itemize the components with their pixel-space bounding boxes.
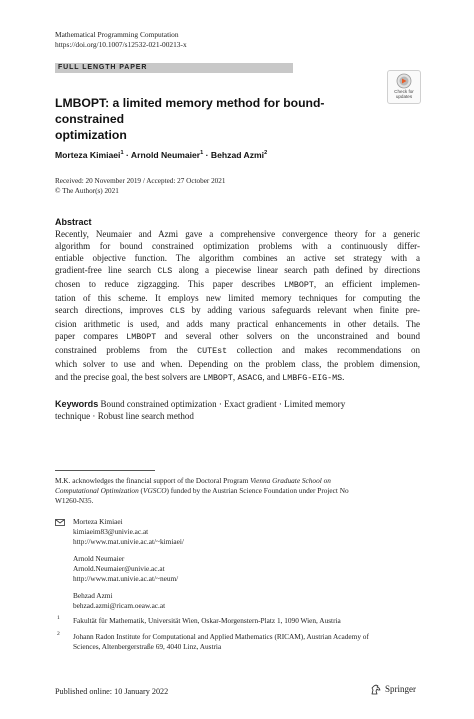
abstract-line: which solver to use and when. Depending on the problem class, the problem dimension, bbox=[55, 359, 420, 370]
code-term: ASACG bbox=[237, 373, 263, 383]
footnote-rule bbox=[55, 470, 155, 471]
check-for-updates-icon bbox=[396, 73, 412, 89]
abstract-line: gradient-free line search CLS along a piecewise linear search path defined by directions bbox=[55, 265, 420, 277]
author-affiliation-mark: 1 bbox=[120, 150, 124, 156]
abstract-line: and the precise goal, the best solvers are LMBOPT, ASACG, and LMBFG-EIG-MS. bbox=[55, 371, 345, 383]
check-for-updates-badge[interactable] bbox=[387, 70, 421, 104]
title-line-2: optimization bbox=[55, 128, 127, 142]
contact-url[interactable]: http://www.mat.univie.ac.at/~kimiaei/ bbox=[73, 537, 184, 546]
contact-email[interactable]: kimiaeim83@univie.ac.at bbox=[73, 527, 149, 536]
affiliation-2: Johann Radon Institute for Computational and Applied Mathematics (RICAM), Austrian Academy of Sciences, Altenbergerstraße 69, 4040 Linz, Austria bbox=[73, 632, 369, 651]
affiliation-number: 2 bbox=[57, 631, 60, 637]
article-type-label: FULL LENGTH PAPER bbox=[58, 64, 148, 71]
journal-name: Mathematical Programming Computation bbox=[55, 30, 179, 39]
acknowledgment-note: M.K. acknowledges the financial support of the Doctoral Program Vienna Graduate School on Computational Optimization (VGSCO) funded by the Austrian Science Foundation under Project No W1260-N35. bbox=[55, 476, 349, 505]
code-term: CUTEst bbox=[197, 347, 228, 357]
doi-link[interactable]: https://doi.org/10.1007/s12532-021-00213-x bbox=[55, 40, 187, 49]
abstract-line: algorithm for bound constrained optimization problems with a continuously differ- bbox=[55, 241, 420, 252]
contact-name: Behzad Azmi bbox=[73, 591, 113, 600]
abstract-heading: Abstract bbox=[55, 217, 92, 227]
contact-email[interactable]: behzad.azmi@ricam.oeaw.ac.at bbox=[73, 601, 166, 610]
code-term: LMBOPT bbox=[126, 333, 157, 343]
contact-url[interactable]: http://www.mat.univie.ac.at/~neum/ bbox=[73, 574, 179, 583]
publisher-name: Springer bbox=[385, 684, 416, 694]
abstract-line: entiable objective function. The algorithm combines an active set strategy with a bbox=[55, 253, 420, 264]
abstract-line: cision arithmetic is used, and adds many practical enhancements in other details. The bbox=[55, 319, 420, 330]
abstract-body bbox=[55, 228, 420, 385]
author-separator: · bbox=[203, 149, 211, 160]
author-name: Arnold Neumaier bbox=[130, 149, 201, 160]
author-name: Behzad Azmi bbox=[210, 149, 265, 160]
abstract-line: chosen to reduce zigzagging. This paper describes LMBOPT, an efficient implemen- bbox=[55, 279, 420, 291]
author-list bbox=[55, 148, 267, 161]
code-term: LMBFG-EIG-MS bbox=[282, 373, 343, 383]
received-accepted: Received: 20 November 2019 / Accepted: 27 October 2021 bbox=[55, 177, 226, 185]
paper-title bbox=[55, 95, 385, 143]
author-separator: · bbox=[123, 149, 131, 160]
abstract-line: Recently, Neumaier and Azmi gave a comprehensive convergence theory for a generic bbox=[55, 229, 420, 239]
code-term: LMBOPT bbox=[283, 281, 314, 291]
corresponding-contacts bbox=[73, 517, 184, 611]
affiliation-number: 1 bbox=[57, 615, 60, 621]
author-affiliation-mark: 1 bbox=[200, 150, 204, 156]
contact-name: Morteza Kimiaei bbox=[73, 517, 123, 526]
publisher-logo[interactable] bbox=[370, 684, 416, 695]
author-name: Morteza Kimiaei bbox=[55, 149, 121, 160]
affiliation-1: Fakultät für Mathematik, Universität Wien, Oskar-Morgenstern-Platz 1, 1090 Wien, Austria bbox=[73, 616, 341, 625]
code-term: LMBOPT bbox=[202, 373, 233, 383]
code-term: CLS bbox=[157, 267, 173, 277]
badge-line-2: updates bbox=[395, 94, 413, 99]
envelope-icon bbox=[55, 519, 65, 526]
keywords-label: Keywords bbox=[55, 399, 99, 409]
abstract-line: constrained problems from the CUTEst collection and makes recommendations on bbox=[55, 345, 421, 357]
title-line-1: LMBOPT: a limited memory method for bound-constrained bbox=[55, 96, 325, 126]
journal-header bbox=[55, 30, 187, 50]
code-term: CLS bbox=[169, 307, 185, 317]
keywords-line: technique · Robust line search method bbox=[55, 411, 194, 422]
publication-dates bbox=[55, 176, 225, 196]
keywords-line: Keywords Bound constrained optimization · Exact gradient · Limited memory bbox=[55, 399, 346, 409]
abstract-line: search directions, improves CLS by adding various safeguards relevant when finite pre- bbox=[55, 305, 421, 317]
author-affiliation-mark: 2 bbox=[264, 150, 268, 156]
published-online-date: Published online: 10 January 2022 bbox=[55, 687, 169, 696]
contact-email[interactable]: Arnold.Neumaier@univie.ac.at bbox=[73, 564, 165, 573]
copyright-notice: © The Author(s) 2021 bbox=[55, 187, 119, 195]
keywords-block bbox=[55, 398, 420, 422]
abstract-line: tation of this scheme. It employs new limited memory techniques for computing the bbox=[55, 293, 420, 304]
article-type-banner bbox=[55, 63, 293, 73]
badge-line-1: Check for bbox=[394, 89, 414, 94]
abstract-line: paper compares LMBOPT and several other solvers on the unconstrained and bound bbox=[55, 331, 420, 343]
contact-name: Arnold Neumaier bbox=[73, 554, 125, 563]
springer-horse-icon bbox=[370, 684, 382, 695]
